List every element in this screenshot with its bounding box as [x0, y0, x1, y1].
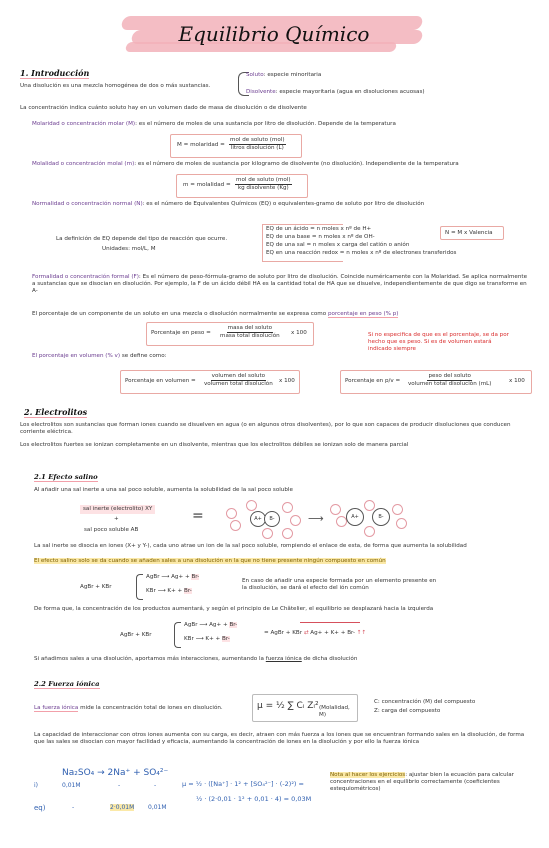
text: Soluto: especie minoritaria — [246, 72, 322, 78]
text: La capacidad de interaccionar con otros iones aumenta con su carga, es decir, atraen con más fuerza a los iones que se encuentran formando sales en la disolución, de forma que las sales se disocian con mayor facilidad y eficacia, aumentando la concentración de iones en la disolución y por ello la fuerza iónica — [34, 732, 525, 745]
eq-item: EQ de una base = n moles x nº de OH- — [266, 234, 375, 240]
page-title: Equilibrio Químico — [178, 22, 370, 46]
formula-box — [252, 694, 358, 722]
formula-lhs: Porcentaje en volumen = — [125, 378, 196, 384]
handwritten: 0,01M — [148, 804, 167, 811]
section-heading: 1. Introducción — [20, 68, 90, 78]
ion-a: A+ — [346, 508, 364, 526]
formula-box — [170, 134, 302, 158]
section-heading: 2.1 Efecto salino — [34, 473, 98, 481]
ion-y — [230, 520, 241, 531]
formula-box — [120, 370, 300, 394]
note: Si no especifica de que es el porcentaje, se da por hecho que es peso. Si es de volumen estará indicado siempre — [368, 332, 509, 352]
formula-lhs: M = molaridad = — [177, 142, 225, 148]
formula-lhs: m = molalidad = — [183, 182, 231, 188]
text: En caso de añadir una especie formada por un elemento presente en la disolución, se dará el efecto del ión común — [242, 578, 437, 591]
handwritten: i) — [34, 782, 39, 789]
text: Molalidad o concentración molal (m): es el número de moles de sustancia por kilogramo de disolvente (no disolución). Independiente de la temperatura — [32, 161, 459, 167]
eq-item: EQ de una sal = n moles x carga del catión o anión — [266, 242, 410, 248]
handwritten: - — [154, 782, 157, 789]
fraction: $\frac{\text{masa del soluto}}{\text{masa total disolución}}$ — [220, 325, 280, 339]
text: Al añadir una sal inerte a una sal poco soluble, aumenta la solubilidad de la sal poco soluble — [34, 487, 293, 493]
text: Molaridad o concentración molar (M): es el número de moles de una sustancia por litro de disolución. Depende de la temperatura — [32, 121, 396, 127]
formula-mult: x 100 — [279, 378, 295, 384]
ion-b: B- — [372, 508, 390, 526]
handwritten: ½ · (2·0,01 · 1² + 0,01 · 4) = 0,03M — [196, 795, 312, 803]
ion-x — [246, 500, 257, 511]
ion-x — [282, 502, 293, 513]
handwritten: 0,01M — [62, 782, 81, 789]
text: Disolvente: especie mayoritaria (agua en disoluciones acuosas) — [246, 89, 425, 95]
fraction: $\frac{\text{peso del soluto}}{\text{volumen total disolución (mL)}}$ — [408, 373, 492, 387]
ion-y — [396, 518, 407, 529]
formula-box — [146, 322, 314, 346]
text: Normalidad o concentración normal (N): es el número de Equivalentes Químicos (EQ) o equivalentes-gramo de soluto por litro de disolución — [32, 201, 425, 207]
text: Unidades: mol/L, M — [102, 246, 156, 252]
brace — [136, 574, 143, 600]
text: Z: carga del compuesto — [374, 708, 441, 714]
formula-mult: x 100 — [509, 378, 525, 384]
text: La definición de EQ depende del tipo de reacción que ocurre. — [56, 236, 228, 242]
equals-sign: = — [192, 508, 204, 524]
formula: N = M x Valencia — [445, 230, 493, 236]
handwritten: 2·0,01M — [110, 804, 135, 811]
reaction-row: KBr ⟶ K+ + Br- — [146, 588, 192, 594]
formula-lhs: Porcentaje en peso = — [151, 330, 211, 336]
text: La fuerza iónica mide la concentración total de iones en disolución. — [34, 705, 223, 711]
reaction-row: = AgBr + KBr ⇄ Ag+ + K+ + Br- ↑↑ — [264, 630, 367, 636]
highlight-text: El efecto salino solo se da cuando se añaden sales a una disolución en la que no tiene presente ningún compuesto en común — [34, 558, 386, 564]
title-banner — [118, 10, 430, 56]
text: Los electrolitos son sustancias que forman iones cuando se disuelven en agua (o en algunos otros disolventes), por lo que son capaces de producir disoluciones que conducen corriente eléctrica. — [20, 422, 511, 435]
handwritten-equation: Na₂SO₄ → 2Na⁺ + SO₄²⁻ — [62, 768, 169, 778]
text: De forma que, la concentración de los productos aumentará, y según el principio de Le Châtelier, el equilibrio se desplazará hacia la izquierda — [34, 606, 434, 612]
ion-a: A+ — [250, 511, 266, 527]
plus-sign: + — [114, 516, 119, 522]
ion-y — [290, 515, 301, 526]
reaction-left: AgBr + KBr — [120, 632, 152, 638]
ion-x — [330, 504, 341, 515]
formula-box — [176, 174, 308, 198]
eq-item: EQ en una reacción redox = n moles x nº de electrones transferidos — [266, 250, 457, 256]
section-heading: 2.2 Fuerza iónica — [34, 680, 100, 688]
reaction-left: AgBr + KBr — [80, 584, 112, 590]
section-heading: 2. Electrolitos — [24, 407, 88, 417]
ion-x — [262, 528, 273, 539]
text: Los electrolitos fuertes se ionizan completamente en un disolvente, mientras que los electrolitos débiles se ionizan solo de manera parcial — [20, 442, 409, 448]
ion-b: B- — [264, 511, 280, 527]
text: El porcentaje de un componente de un soluto en una mezcla o disolución normalmente se expresa como porcentaje en peso (% p) — [32, 311, 399, 317]
handwritten: μ = ½ · ([Na⁺] · 1² + [SO₄²⁻] · (-2)²) = — [182, 780, 304, 788]
fraction: $\frac{\text{mol de soluto (mol)}}{\text{kg disolvente (Kg)}}$ — [236, 177, 291, 191]
text: Formalidad o concentración formal (F): Es el número de peso-fórmula-gramo de soluto por litro de disolución. Coincide numéricamente con la Molaridad. Se aplica normalmente a sustancias que se disocian en disolución. Por ejemplo, la F de un ácido débil HA es la cantidad total de HA que se disuelve, independientemente de que digo se transforme en A- — [32, 274, 528, 294]
ion-y — [226, 508, 237, 519]
reaction-row: AgBr ⟶ Ag+ + Br- — [146, 574, 200, 580]
eq-item: EQ de un ácido = n moles x nº de H+ — [266, 226, 372, 232]
formula: μ = ½ ∑ Cᵢ Zᵢ² — [257, 701, 319, 711]
handwritten: eq) — [34, 804, 46, 812]
fraction: $\frac{\text{volumen del soluto}}{\text{volumen total disolución}}$ — [204, 373, 273, 387]
formula-lhs: Porcentaje en p/v = — [345, 378, 401, 384]
ion-x — [392, 504, 403, 515]
reaction-row: AgBr ⟶ Ag+ + Br- — [184, 622, 238, 628]
note: Nota al hacer los ejercicios: ajustar bien la ecuación para calcular concentraciones en el equilibrio correctamente (coeficientes estequiométricos) — [330, 772, 514, 792]
text: Si añadimos sales a una disolución, aportamos más interacciones, aumentando la fuerza iónica de dicha disolución — [34, 656, 358, 662]
ion-y — [282, 528, 293, 539]
label: sal inerte (electrolito) XY — [80, 505, 155, 514]
formula-box — [440, 226, 504, 240]
backward-arrow-icon — [300, 622, 360, 623]
fraction: $\frac{\text{mol de soluto (mol)}}{\text{litros disolución (L)}}$ — [230, 137, 285, 151]
handwritten: - — [118, 782, 121, 789]
text: La concentración indica cuánto soluto hay en un volumen dado de masa de disolución o de disolvente — [20, 105, 307, 111]
brace — [174, 622, 181, 648]
formula-mult: x 100 — [291, 330, 307, 336]
handwritten: - — [72, 804, 75, 811]
formula-box — [340, 370, 532, 394]
text: La sal inerte se disocia en iones (X+ y Y-), cada uno atrae un ion de la sal poco soluble, rompiendo el enlace de esta, de forma que aumenta la solubilidad — [34, 543, 467, 549]
label: sal poco soluble AB — [84, 527, 139, 533]
ion-y — [364, 526, 375, 537]
text: C: concentración (M) del compuesto — [374, 699, 476, 705]
text: El porcentaje en volumen (% v) se define como: — [32, 353, 167, 359]
ion-x — [364, 500, 375, 511]
reaction-row: KBr ⟶ K+ + Br- — [184, 636, 230, 642]
formula-unit: (Molalidad, M) — [319, 705, 350, 718]
arrow-icon: ⟶ — [308, 512, 324, 525]
text: Una disolución es una mezcla homogénea de dos o más sustancias. — [20, 83, 211, 89]
